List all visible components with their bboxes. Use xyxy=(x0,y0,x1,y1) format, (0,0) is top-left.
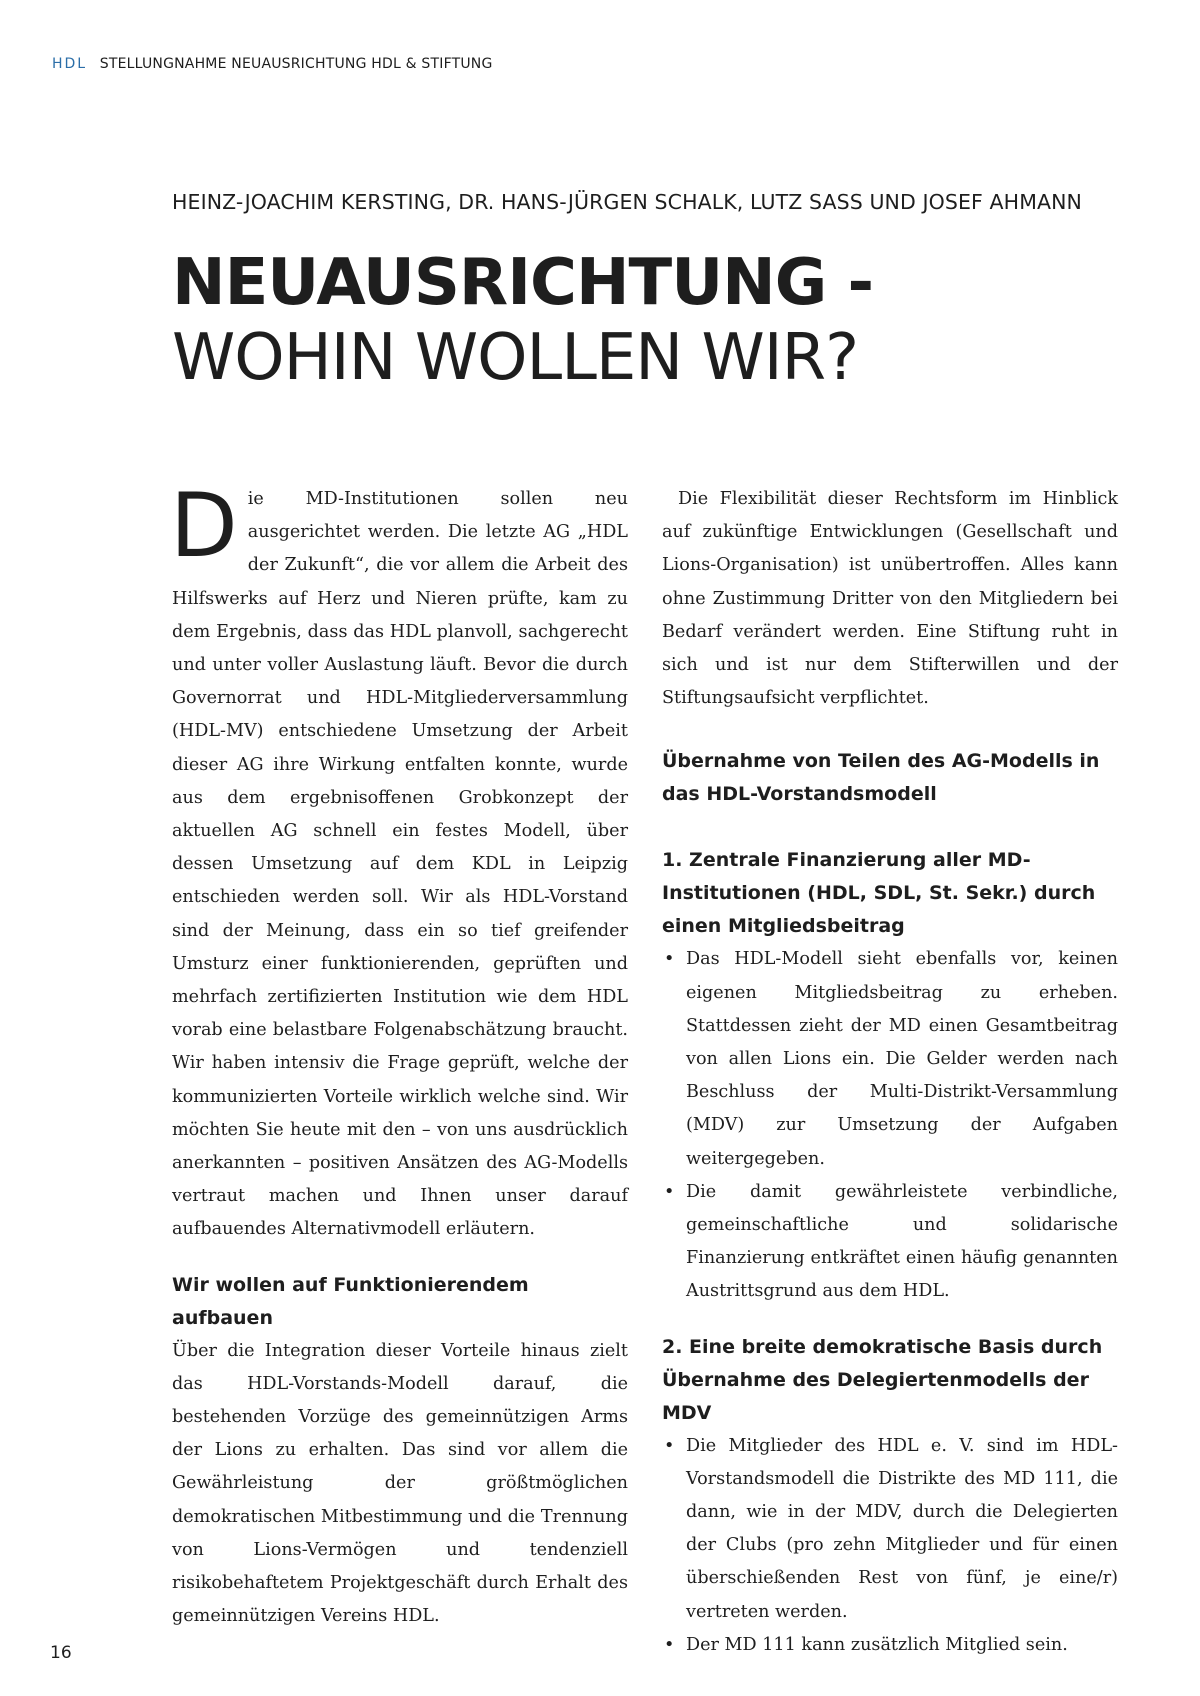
list-item: • Der MD 111 kann zusätzlich Mitglied sein. xyxy=(662,1629,1118,1662)
title-line-1: NEUAUSRICHTUNG - xyxy=(172,246,874,320)
header-logo: HDL xyxy=(52,56,88,72)
section-heading-funktionierendem: Wir wollen auf Funktionierendem aufbauen xyxy=(172,1273,529,1329)
running-head xyxy=(52,56,493,72)
article-title xyxy=(172,246,873,396)
list-item: • Die damit gewährleistete verbindliche, gemeinschaftliche und solidarische Finanzierung entkräftet einen häufig genannten Austrittsgrund aus dem HDL. xyxy=(662,1176,1118,1309)
intro-paragraph xyxy=(170,474,628,1247)
intro-text: ie MD-Institutionen sollen neu ausgerichtet werden. Die letzte AG „HDL der Zukunft“, die vor allem die Arbeit des Hilfswerks auf Herz und Nieren prüfte, kam zu dem Ergebnis, dass das HDL planvoll, sachgerecht und unter voller Auslastung läuft. Bevor die durch Governorrat und HDL-Mitgliederversammlung (HDL-MV) entschiedene Umsetzung der Arbeit dieser AG ihre Wirkung entfalten konnte, wurde aus dem ergebnisoffenen Grobkonzept der aktuellen AG schnell ein festes Modell, über dessen Umsetzung auf dem KDL in Leipzig entschieden werden soll. Wir als HDL-Vorstand sind der Meinung, dass ein so tief greifender Umsturz einer funktionierenden, geprüften und mehrfach zertifizierten Institution wie dem HDL vorab eine belastbare Folgenabschätzung braucht. Wir haben intensiv die Frage geprüft, welche der kommunizierten Vorteile wirklich welche sind. Wir möchten Sie heute mit den – von uns ausdrücklich anerkannten – positiven Ansätzen des AG-Modells vertraut machen und Ihnen unser darauf aufbauendes Alternativmodell erläutern. xyxy=(172,489,628,1240)
list-item: • Die Mitglieder des HDL e. V. sind im HDL-Vorstandsmodell die Distrikte des MD 111, die dann, wie in der MDV, durch die Delegierten der Clubs (pro zehn Mitglieder und für einen überschießenden Rest von fünf, je eine/r) vertreten werden. xyxy=(662,1430,1118,1629)
subheading-finanzierung: 1. Zentrale Finanzierung aller MD-Institutionen (HDL, SDL, St. Sekr.) durch einen Mitgliedsbeitrag xyxy=(662,849,1096,938)
subheading-demokratische-basis: 2. Eine breite demokratische Basis durch Übernahme des Delegiertenmodells der MDV xyxy=(662,1335,1103,1424)
list-item: • Das HDL-Modell sieht ebenfalls vor, keinen eigenen Mitgliedsbeitrag zu erheben. Stattdessen zieht der MD einen Gesamtbeitrag von allen Lions ein. Die Gelder werden nach Beschluss der Multi-Distrikt-Versammlung (MDV) zur Umsetzung der Aufgaben weitergegeben. xyxy=(662,943,1118,1175)
left-column xyxy=(170,474,628,1634)
header-section: STELLUNGNAHME NEUAUSRICHTUNG HDL & STIFTUNG xyxy=(99,56,493,72)
section-heading-uebernahme: Übernahme von Teilen des AG-Modells in das HDL-Vorstandsmodell xyxy=(662,750,1100,806)
body-paragraph: Über die Integration dieser Vorteile hinaus zielt das HDL-Vorstands-Modell darauf, die bestehenden Vorzüge des gemeinnützigen Arms der Lions zu erhalten. Das sind vor allem die Gewährleistung der größtmöglichen demokratischen Mitbestimmung und die Trennung von Lions-Vermögen und tendenziell risikobehaftetem Projektgeschäft durch Erhalt des gemeinnützigen Vereins HDL. xyxy=(172,1340,628,1627)
article-authors: HEINZ-JOACHIM KERSTING, DR. HANS-JÜRGEN SCHALK, LUTZ SASS UND JOSEF AHMANN xyxy=(172,190,1082,214)
bullet-list-delegierte xyxy=(662,1430,1118,1662)
right-column xyxy=(662,483,1118,1662)
title-line-2: WOHIN WOLLEN WIR? xyxy=(172,321,859,395)
page-number: 16 xyxy=(50,1643,72,1663)
right-intro-paragraph: Die Flexibilität dieser Rechtsform im Hinblick auf zukünftige Entwicklungen (Gesellschaft und Lions-Organisation) ist unübertroffen. Alles kann ohne Zustimmung Dritter von den Mitgliedern bei Bedarf verändert werden. Eine Stiftung ruht in sich und ist nur dem Stifterwillen und der Stiftungsaufsicht verpflichtet. xyxy=(662,489,1118,709)
drop-cap: D xyxy=(170,474,238,577)
bullet-list-finanzierung xyxy=(662,943,1118,1308)
